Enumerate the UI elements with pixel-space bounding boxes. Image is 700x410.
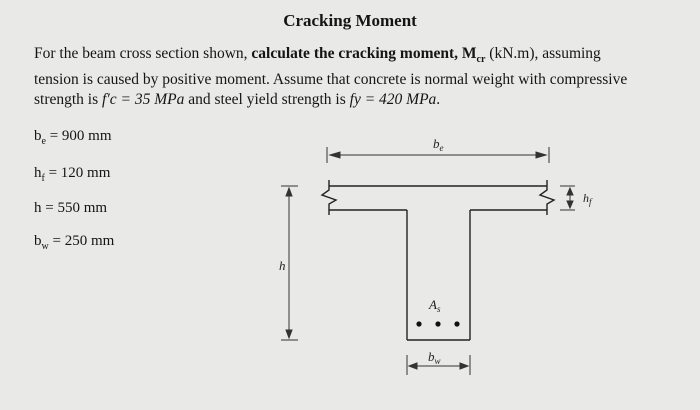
tbeam-outline — [322, 180, 554, 340]
problem-text-3c: . — [436, 91, 441, 109]
fy-expression: fy = 420 MPa — [349, 91, 437, 109]
page-title: Cracking Moment — [283, 11, 417, 30]
problem-text-2: tension is caused by positive moment. Assume that concrete is normal weight with compressive — [34, 71, 628, 89]
mcr-subscript: cr — [476, 54, 486, 66]
hf-label: $h_f$ — [583, 191, 592, 207]
problem-text-1b: calculate the cracking moment, M — [251, 45, 477, 62]
problem-text-3a: strength is — [34, 91, 103, 109]
be-label: $b_e$ — [433, 136, 444, 153]
problem-text-1c: (kN.m), assuming — [485, 45, 601, 62]
problem-text-1a: For the beam cross section shown, — [34, 45, 252, 62]
h-label: h — [279, 258, 286, 273]
hf-dimension-line — [560, 186, 575, 210]
fc-expression: f′c = 35 MPa — [102, 91, 185, 109]
dimension-hf: $h_f = 120$ mm — [34, 165, 111, 184]
dimension-h: h = 550 mm — [34, 200, 108, 216]
bw-label: $b_w$ — [428, 349, 441, 366]
reinforcing-bars — [416, 321, 459, 326]
dimension-be: $b_e = 900$ mm — [34, 128, 112, 147]
problem-text-3b: and steel yield strength is — [184, 91, 350, 109]
dimension-bw: $b_w = 250$ mm — [34, 233, 115, 252]
as-label: $A_s$ — [429, 297, 441, 314]
